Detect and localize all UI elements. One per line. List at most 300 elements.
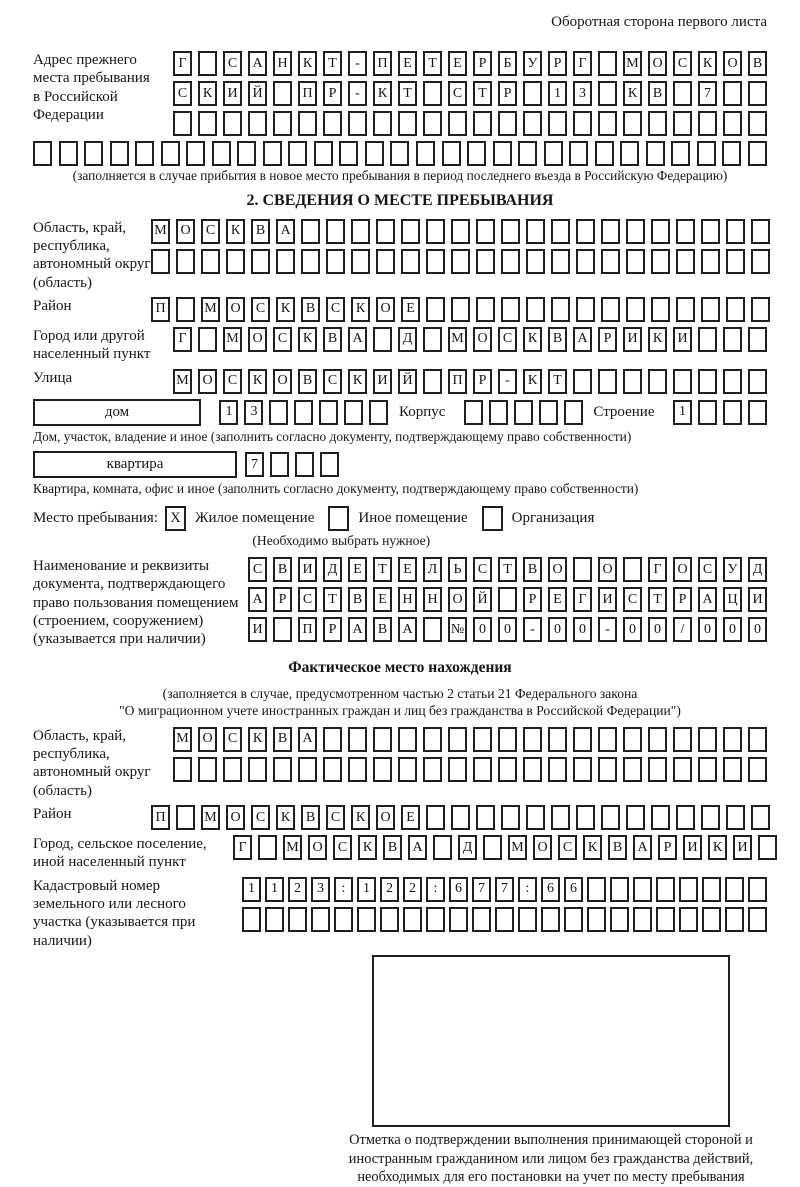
char-box: - (523, 617, 542, 642)
char-box (541, 907, 560, 932)
char-box: М (283, 835, 302, 860)
char-box: П (448, 369, 467, 394)
char-box (398, 727, 417, 752)
char-box: У (523, 51, 542, 76)
char-box: В (273, 727, 292, 752)
char-box (598, 757, 617, 782)
char-box: М (151, 219, 170, 244)
char-box (426, 249, 445, 274)
char-box: С (298, 587, 317, 612)
prev-address-field (33, 51, 767, 136)
char-box (598, 369, 617, 394)
char-box: Е (398, 51, 417, 76)
char-box (633, 877, 652, 902)
char-box (523, 757, 542, 782)
char-box: О (198, 727, 217, 752)
char-box (493, 141, 512, 166)
page-side-note: Оборотная сторона первого листа (551, 14, 767, 30)
char-box (390, 141, 409, 166)
char-box: К (298, 51, 317, 76)
char-box: Л (423, 557, 442, 582)
char-box (676, 249, 695, 274)
char-box (725, 877, 744, 902)
char-box (598, 81, 617, 106)
char-box (426, 297, 445, 322)
char-box-row (151, 219, 770, 244)
char-box: Т (648, 587, 667, 612)
char-box: И (298, 557, 317, 582)
char-box (442, 141, 461, 166)
char-box: В (608, 835, 627, 860)
char-box: Е (548, 587, 567, 612)
char-box (301, 249, 320, 274)
char-box: С (673, 51, 692, 76)
char-box (673, 81, 692, 106)
char-box-row (464, 400, 583, 425)
char-box (676, 219, 695, 244)
char-box (569, 141, 588, 166)
char-box: В (348, 587, 367, 612)
char-box (544, 141, 563, 166)
char-box (351, 219, 370, 244)
stamp-box (372, 955, 730, 1127)
char-box-row (151, 249, 770, 274)
char-box (161, 141, 180, 166)
char-box (610, 877, 629, 902)
char-box (623, 727, 642, 752)
char-box: К (523, 369, 542, 394)
char-box (626, 219, 645, 244)
char-box (626, 297, 645, 322)
char-box (476, 249, 495, 274)
char-box (323, 727, 342, 752)
char-box: : (518, 877, 537, 902)
char-box (176, 297, 195, 322)
char-box-row (233, 835, 777, 860)
char-box: 1 (242, 877, 261, 902)
char-box (633, 907, 652, 932)
char-box (698, 727, 717, 752)
char-box: К (373, 81, 392, 106)
char-box (473, 111, 492, 136)
char-box (288, 907, 307, 932)
char-box: М (173, 369, 192, 394)
cadastre-field (33, 877, 767, 950)
char-box (751, 219, 770, 244)
char-box (319, 400, 338, 425)
char-box: О (598, 557, 617, 582)
char-box (573, 727, 592, 752)
char-box (376, 249, 395, 274)
char-box: 0 (648, 617, 667, 642)
stay-type-field (33, 506, 767, 531)
char-box (223, 111, 242, 136)
char-box (573, 557, 592, 582)
char-box: У (723, 557, 742, 582)
char-box: Б (498, 51, 517, 76)
char-box-row (173, 111, 767, 136)
char-box: 0 (748, 617, 767, 642)
char-box (373, 327, 392, 352)
char-box: 0 (723, 617, 742, 642)
stay-type-hint: (Необходимо выбрать нужное) (252, 533, 431, 549)
char-box: Р (658, 835, 677, 860)
char-box (501, 297, 520, 322)
char-box (401, 249, 420, 274)
prev-address-label: Адрес прежнего места пребывания в Российской Федерации (33, 52, 150, 123)
house-caption: Дом, участок, владение и иное (заполнить согласно документу, подтверждающему право собственности) (33, 428, 632, 444)
char-box (573, 757, 592, 782)
char-box (173, 757, 192, 782)
char-box: А (248, 51, 267, 76)
char-box: Е (373, 587, 392, 612)
char-box (248, 757, 267, 782)
char-box (526, 219, 545, 244)
char-box (587, 907, 606, 932)
char-box (476, 297, 495, 322)
char-box (623, 111, 642, 136)
char-box: 0 (573, 617, 592, 642)
char-box (265, 907, 284, 932)
char-box (251, 249, 270, 274)
char-box: О (308, 835, 327, 860)
char-box: Г (173, 51, 192, 76)
char-box (758, 835, 777, 860)
char-box-row (173, 51, 767, 76)
char-box (334, 907, 353, 932)
char-box: 1 (265, 877, 284, 902)
char-box (426, 907, 445, 932)
char-box-row (33, 141, 767, 166)
char-box (601, 805, 620, 830)
char-box: 2 (288, 877, 307, 902)
char-box (748, 877, 767, 902)
char-box (473, 757, 492, 782)
char-box: О (533, 835, 552, 860)
char-box (501, 805, 520, 830)
char-box (698, 327, 717, 352)
char-box (110, 141, 129, 166)
char-box (472, 907, 491, 932)
char-box: 1 (219, 400, 238, 425)
char-box (423, 727, 442, 752)
char-box (623, 757, 642, 782)
char-box (464, 400, 483, 425)
char-box (483, 835, 502, 860)
char-box-row (173, 81, 767, 106)
char-box: С (326, 805, 345, 830)
char-box: И (673, 327, 692, 352)
actual-region-field (33, 727, 767, 800)
region-field (33, 219, 767, 292)
char-box: К (583, 835, 602, 860)
char-box (273, 111, 292, 136)
korpus-label: Корпус (398, 403, 446, 420)
char-box: И (598, 587, 617, 612)
char-box: И (373, 369, 392, 394)
char-box (701, 219, 720, 244)
char-box: Е (401, 805, 420, 830)
section2-title: 2. СВЕДЕНИЯ О МЕСТЕ ПРЕБЫВАНИЯ (246, 191, 554, 209)
char-box (646, 141, 665, 166)
char-box: Г (233, 835, 252, 860)
char-box: Ь (448, 557, 467, 582)
char-box: Е (398, 557, 417, 582)
char-box (258, 835, 277, 860)
char-box: К (358, 835, 377, 860)
char-box (451, 249, 470, 274)
char-box (564, 907, 583, 932)
char-box: А (348, 617, 367, 642)
char-box: Й (248, 81, 267, 106)
char-box: Н (398, 587, 417, 612)
char-box (698, 111, 717, 136)
char-box (373, 757, 392, 782)
char-box: О (226, 805, 245, 830)
char-box: 7 (495, 877, 514, 902)
char-box (273, 757, 292, 782)
char-box: 6 (541, 877, 560, 902)
char-box: С (473, 557, 492, 582)
char-box (498, 727, 517, 752)
char-box (598, 727, 617, 752)
char-box (518, 141, 537, 166)
prev-address-boxes (173, 51, 767, 136)
char-box: П (298, 617, 317, 642)
char-box (403, 907, 422, 932)
char-box (223, 757, 242, 782)
char-box (326, 219, 345, 244)
char-box: В (548, 327, 567, 352)
prev-address-caption: (заполняется в случае прибытия в новое место пребывания в период последнего въезда в Российскую Федерацию) (72, 168, 728, 183)
char-box (369, 400, 388, 425)
char-box (198, 327, 217, 352)
organization-checkbox (482, 506, 503, 531)
char-box: 1 (357, 877, 376, 902)
apartment-caption: Квартира, комната, офис и иное (заполнить согласно документу, подтверждающему право собственности) (33, 481, 639, 497)
char-box: Г (648, 557, 667, 582)
char-box (448, 757, 467, 782)
char-box (226, 249, 245, 274)
char-box: Д (323, 557, 342, 582)
char-box (514, 400, 533, 425)
char-box (339, 141, 358, 166)
actual-city-field (33, 835, 767, 872)
char-box (595, 141, 614, 166)
char-box (273, 81, 292, 106)
stay-type-label: Место пребывания: (33, 510, 158, 527)
char-box (59, 141, 78, 166)
char-box (212, 141, 231, 166)
char-box: О (548, 557, 567, 582)
char-box (702, 907, 721, 932)
char-box: 0 (473, 617, 492, 642)
char-box (423, 111, 442, 136)
char-box: К (351, 805, 370, 830)
char-box (276, 249, 295, 274)
char-box: В (298, 369, 317, 394)
char-box (423, 757, 442, 782)
char-box: 3 (573, 81, 592, 106)
char-box-row (173, 727, 767, 752)
document-field (33, 557, 767, 648)
char-box (551, 219, 570, 244)
other-premises-checkbox (328, 506, 349, 531)
char-box (237, 141, 256, 166)
char-box: К (648, 327, 667, 352)
char-box (726, 297, 745, 322)
char-box (449, 907, 468, 932)
char-box: К (523, 327, 542, 352)
char-box: И (683, 835, 702, 860)
char-box: П (298, 81, 317, 106)
char-box: Д (458, 835, 477, 860)
char-box (748, 111, 767, 136)
char-box: Т (498, 557, 517, 582)
char-box (376, 219, 395, 244)
char-box: 3 (311, 877, 330, 902)
char-box: К (248, 369, 267, 394)
char-box: К (248, 727, 267, 752)
stamp-caption: Отметка о подтверждении выполнения принимающей стороной и иностранным гражданином или лицом без гражданства действий, необходимых для его постановки на учет по месту пребывания (348, 1131, 754, 1186)
char-box (84, 141, 103, 166)
char-box (698, 369, 717, 394)
char-box (722, 141, 741, 166)
house-field (33, 399, 767, 426)
char-box: 7 (472, 877, 491, 902)
char-box (473, 727, 492, 752)
char-box (701, 249, 720, 274)
char-box: К (298, 327, 317, 352)
char-box: Р (673, 587, 692, 612)
char-box (33, 141, 52, 166)
city-field (33, 327, 767, 364)
char-box: С (201, 219, 220, 244)
char-box (173, 111, 192, 136)
char-box: О (473, 327, 492, 352)
district-label: Район (33, 297, 72, 314)
char-box (198, 51, 217, 76)
char-box: С (173, 81, 192, 106)
char-box: А (573, 327, 592, 352)
form-page (33, 14, 767, 1187)
char-box (294, 400, 313, 425)
char-box-row (242, 877, 767, 902)
char-box (451, 219, 470, 244)
char-box (295, 452, 314, 477)
char-box (495, 907, 514, 932)
char-box (273, 617, 292, 642)
char-box (702, 877, 721, 902)
char-box: А (633, 835, 652, 860)
char-box: Т (423, 51, 442, 76)
char-box: И (623, 327, 642, 352)
char-box (476, 805, 495, 830)
char-box (723, 727, 742, 752)
char-box: К (623, 81, 642, 106)
char-box: С (273, 327, 292, 352)
residential-checkbox: X (165, 506, 186, 531)
apartment-wide-box: квартира (33, 451, 237, 478)
char-box: С (223, 727, 242, 752)
char-box (198, 111, 217, 136)
char-box (748, 81, 767, 106)
char-box (426, 805, 445, 830)
char-box (598, 51, 617, 76)
char-box-row (673, 400, 767, 425)
char-box: В (251, 219, 270, 244)
char-box (679, 877, 698, 902)
char-box (748, 727, 767, 752)
char-box (587, 877, 606, 902)
char-box (626, 805, 645, 830)
char-box (263, 141, 282, 166)
char-box (601, 249, 620, 274)
char-box-row (173, 327, 767, 352)
char-box-row (242, 907, 767, 932)
char-box: : (426, 877, 445, 902)
char-box: Р (498, 81, 517, 106)
char-box: 0 (548, 617, 567, 642)
char-box: М (201, 297, 220, 322)
char-box: К (276, 297, 295, 322)
char-box-row (151, 297, 770, 322)
district-field (33, 297, 767, 322)
char-box (576, 219, 595, 244)
char-box: Е (348, 557, 367, 582)
actual-location-title: Фактическое место нахождения (288, 658, 512, 676)
char-box: 1 (548, 81, 567, 106)
char-box: Г (173, 327, 192, 352)
char-box (416, 141, 435, 166)
char-box (548, 757, 567, 782)
char-box: 2 (403, 877, 422, 902)
char-box: О (376, 297, 395, 322)
char-box (320, 452, 339, 477)
char-box: О (226, 297, 245, 322)
char-box (539, 400, 558, 425)
char-box: К (348, 369, 367, 394)
char-box (648, 111, 667, 136)
char-box (725, 907, 744, 932)
char-box (723, 327, 742, 352)
char-box (698, 757, 717, 782)
char-box: А (398, 617, 417, 642)
char-box: Д (748, 557, 767, 582)
char-box (726, 805, 745, 830)
char-box-row (219, 400, 388, 425)
char-box (348, 727, 367, 752)
stroenie-label: Строение (593, 403, 655, 420)
char-box: В (301, 297, 320, 322)
char-box (723, 400, 742, 425)
char-box (501, 249, 520, 274)
char-box: Е (448, 51, 467, 76)
char-box (620, 141, 639, 166)
char-box (751, 805, 770, 830)
char-box-row (245, 452, 339, 477)
char-box: С (326, 297, 345, 322)
char-box (242, 907, 261, 932)
apartment-field (33, 451, 767, 478)
char-box (135, 141, 154, 166)
char-box (601, 219, 620, 244)
char-box: Й (473, 587, 492, 612)
char-box (576, 249, 595, 274)
char-box (651, 249, 670, 274)
char-box (433, 835, 452, 860)
char-box (298, 111, 317, 136)
